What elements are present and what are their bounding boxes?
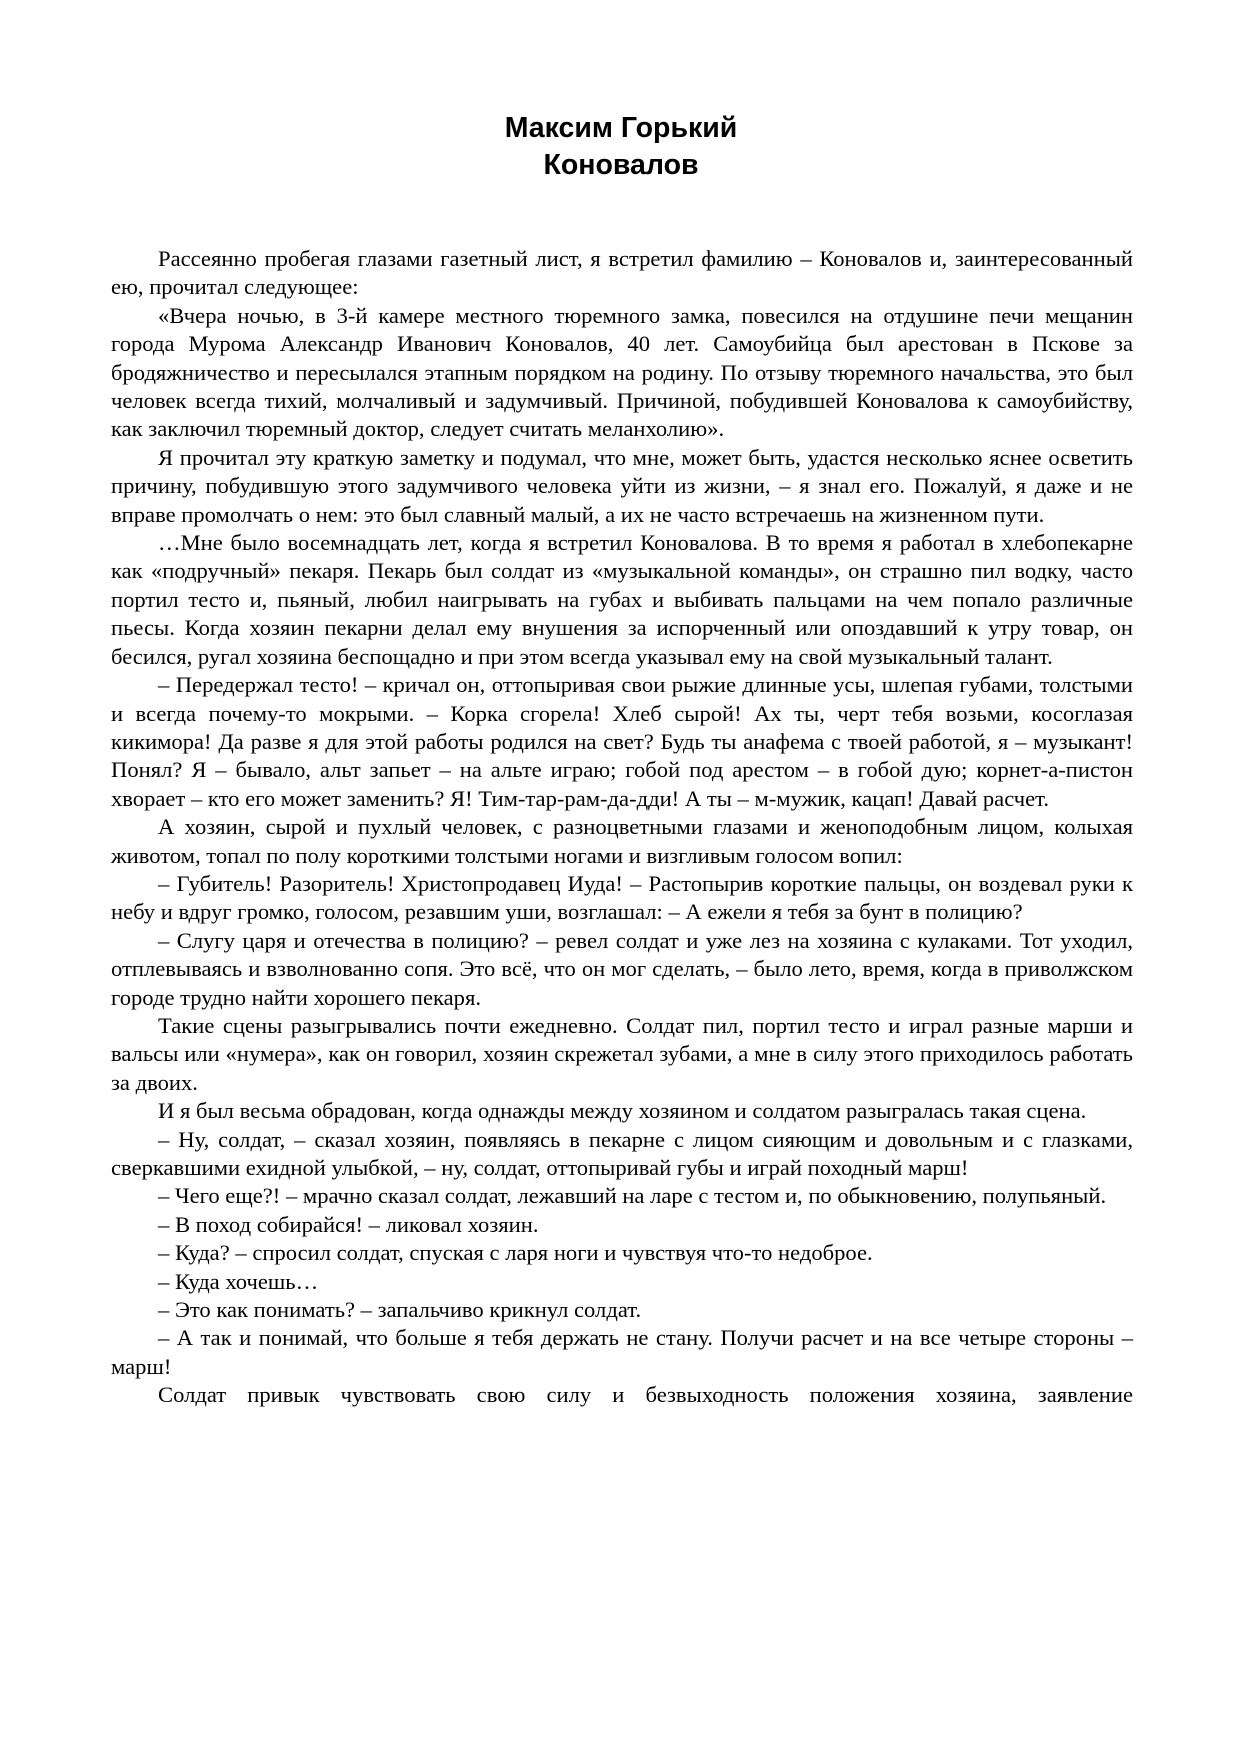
paragraph: Такие сцены разыгрывались почти ежедневно. Солдат пил, портил тесто и играл разные марши и вальсы или «нумера», как он говорил, хозяин скрежетал зубами, а мне в силу этого приходилось работать за двоих. (111, 1012, 1133, 1095)
paragraph: Я прочитал эту краткую заметку и подумал, что мне, может быть, удастся несколько яснее осветить причину, побудившую этого задумчивого человека уйти из жизни, – я знал его. Пожалуй, я даже и не вправе промолчать о нем: это был славный малый, а их не часто встречаешь на жизненном пути. (111, 444, 1133, 527)
document-header (0, 110, 1242, 184)
paragraph: – Куда хочешь… (158, 1268, 319, 1294)
paragraph: – Слугу царя и отечества в полицию? – ревел солдат и уже лез на хозяина с кулаками. Тот уходил, отплевываясь и взволнованно сопя. Это всё, что он мог сделать, – было лето, время, когда в приволжском городе трудно найти хорошего пекаря. (111, 927, 1133, 1010)
body-text (111, 245, 1133, 1410)
paragraph: – В поход собирайся! – ликовал хозяин. (158, 1211, 539, 1237)
paragraph: – Передержал тесто! – кричал он, оттопыривая свои рыжие длинные усы, шлепая губами, толстыми и всегда почему-то мокрыми. – Корка сгорела! Хлеб сырой! Ах ты, черт тебя возьми, косоглазая кикимора! Да разве я для этой работы родился на свет? Будь ты анафема с твоей работой, я – музыкант! Понял? Я – бывало, альт запьет – на альте играю; гобой под арестом – в гобой дую; корнет-а-пистон хворает – кто его может заменить? Я! Тим-тар-рам-да-дди! А ты – м-мужик, кацап! Давай расчет. (111, 672, 1133, 811)
author-name: Максим Горький (504, 112, 738, 144)
paragraph: – Чего еще?! – мрачно сказал солдат, лежавший на ларе с тестом и, по обыкновению, полупьяный. (158, 1183, 1107, 1209)
paragraph: – Куда? – спросил солдат, спуская с ларя ноги и чувствуя что-то недоброе. (158, 1240, 873, 1266)
paragraph: – Губитель! Разоритель! Христопродавец Иуда! – Растопырив короткие пальцы, он воздевал руки к небу и вдруг громко, голосом, резавшим уши, возглашал: – А ежели я тебя за бунт в полицию? (111, 870, 1133, 925)
paragraph: – Ну, солдат, – сказал хозяин, появляясь в пекарне с лицом сияющим и довольным и с глазками, сверкавшими ехидной улыбкой, – ну, солдат, оттопыривай губы и играй походный марш! (111, 1126, 1133, 1180)
paragraph: – А так и понимай, что больше я тебя держать не стану. Получи расчет и на все четыре стороны – марш! (111, 1325, 1133, 1379)
paragraph: Солдат привык чувствовать свою силу и безвыходность положения хозяина, заявление (158, 1382, 1133, 1408)
paragraph: Рассеянно пробегая глазами газетный лист, я встретил фамилию – Коновалов и, заинтересованный ею, прочитал следующее: (111, 246, 1133, 300)
paragraph: …Мне было восемнадцать лет, когда я встретил Коновалова. В то время я работал в хлебопекарне как «подручный» пекаря. Пекарь был солдат из «музыкальной команды», он страшно пил водку, часто портил тесто и, пьяный, любил наигрывать на губах и выбивать пальцами на чем попало различные пьесы. Когда хозяин пекарни делал ему внушения за испорченный или опоздавший к утру товар, он бесился, ругал хозяина беспощадно и при этом всегда указывал ему на свой музыкальный талант. (111, 530, 1133, 669)
paragraph: – Это как понимать? – запальчиво крикнул солдат. (158, 1297, 642, 1323)
paragraph: «Вчера ночью, в 3-й камере местного тюремного замка, повесился на отдушине печи мещанин города Мурома Александр Иванович Коновалов, 40 лет. Самоубийца был арестован в Пскове за бродяжничество и пересылался этапным порядком на родину. По отзыву тюремного начальства, это был человек всегда тихий, молчаливый и задумчивый. Причиной, побудившей Коновалова к самоубийству, как заключил тюремный доктор, следует считать меланхолию». (111, 302, 1133, 442)
work-title: Коновалов (543, 149, 699, 181)
paragraph: И я был весьма обрадован, когда однажды между хозяином и солдатом разыгралась такая сцена. (158, 1098, 1087, 1124)
paragraph: А хозяин, сырой и пухлый человек, с разноцветными глазами и женоподобным лицом, колыхая животом, топал по полу короткими толстыми ногами и визгливым голосом вопил: (111, 814, 1133, 868)
